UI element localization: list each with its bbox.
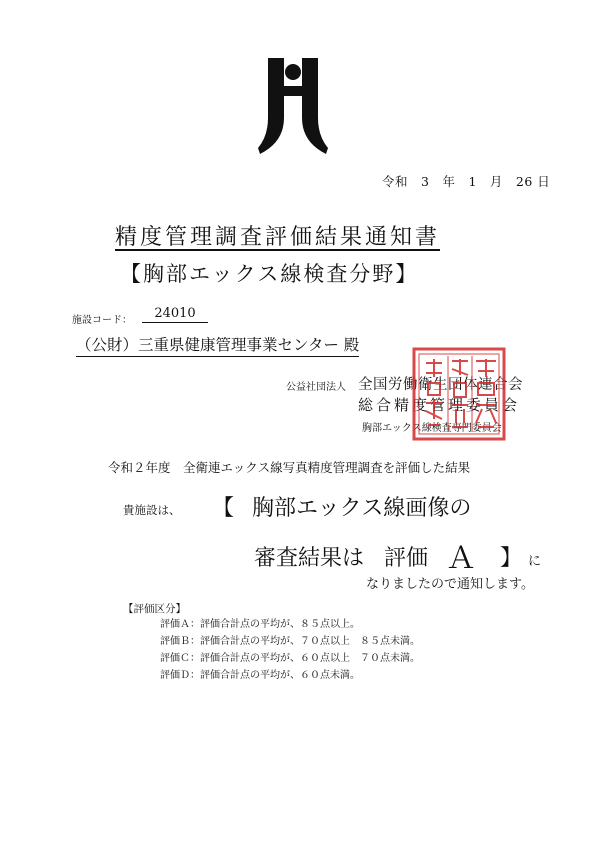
result-label: 審査結果は	[254, 546, 365, 571]
addressee: （公財）三重県健康管理事業センター 殿	[76, 333, 359, 357]
result-intro: 貴施設は、	[123, 503, 181, 517]
issuer-prefix: 公益社団法人	[286, 382, 346, 393]
result-line-1	[212, 491, 471, 522]
criteria-item: 評価Ｂ：評価合計点の平均が、７０点以上 ８５点未満。	[160, 636, 420, 647]
facility-code-label: 施設コード：	[72, 315, 132, 326]
document-subtitle: 【胸部エックス線検査分野】	[120, 262, 419, 286]
criteria-title: 【評価区分】	[123, 603, 186, 615]
criteria-item: 評価Ｄ：評価合計点の平均が、６０点未満。	[160, 670, 360, 681]
jp-logo-icon	[258, 58, 328, 156]
issuer-name-1: 全国労働衛生団体連合会	[358, 377, 523, 393]
result-line-2	[254, 530, 541, 574]
criteria-item: 評価Ａ：評価合計点の平均が、８５点以上。	[160, 619, 360, 630]
issuer-name-2: 総合精度管理委員会	[358, 396, 521, 414]
issue-date: 令和 3 年 1 月 26 日	[382, 174, 551, 189]
result-suffix: に	[528, 554, 542, 569]
facility-code-value: 24010	[142, 306, 208, 323]
official-seal-icon	[412, 347, 506, 441]
grade-label: 評価	[384, 546, 429, 571]
document-title: 精度管理調査評価結果通知書	[115, 225, 441, 250]
criteria-item: 評価Ｃ：評価合計点の平均が、６０点以上 ７０点未満。	[160, 653, 420, 664]
result-subject: 胸部エックス線画像の	[252, 496, 472, 521]
criteria-list	[160, 616, 420, 684]
close-bracket: 】	[500, 546, 523, 571]
issuer-name-3: 胸部エックス線検査専門委員会	[362, 423, 502, 434]
grade-value: Ａ	[446, 541, 477, 576]
evaluation-basis: 令和２年度 全衛連エックス線写真精度管理調査を評価した結果	[108, 460, 471, 475]
open-bracket: 【	[212, 496, 235, 521]
closing-text: なりましたので通知します。	[366, 577, 534, 592]
